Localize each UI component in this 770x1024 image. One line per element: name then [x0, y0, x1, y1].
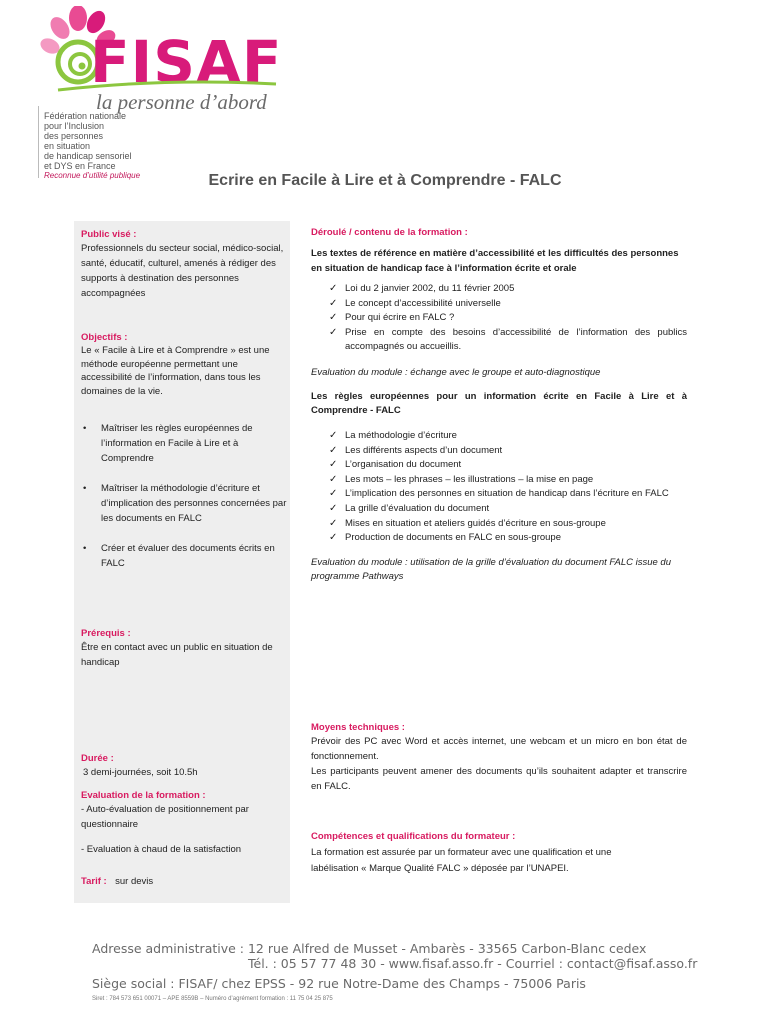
deroule-label: Déroulé / contenu de la formation : [311, 227, 468, 238]
main-moyens [311, 721, 687, 794]
sidebar-duree [81, 752, 286, 780]
check-icon: ✓ [329, 459, 338, 471]
check-icon: ✓ [329, 312, 338, 324]
check-icon: ✓ [329, 502, 338, 514]
list-item: ✓ L’implication des personnes en situation de handicap dans l’écriture en FALC [329, 487, 687, 502]
list-item: ✓ La grille d’évaluation du document [329, 502, 687, 517]
objectifs-text: Le « Facile à Lire et à Comprendre » est une méthode européenne permettant une accessibilité de l’information, dans tous les domaines de la vie. [81, 345, 270, 397]
duree-label: Durée : [81, 753, 114, 764]
sidebar-prerequis [81, 627, 289, 670]
check-icon: ✓ [329, 473, 338, 485]
public-label: Public visé : [81, 229, 137, 240]
footer-contact: Tél. : 05 57 77 48 30 - www.fisaf.asso.fr - Courriel : contact@fisaf.asso.fr [248, 956, 698, 971]
moyens-text: Prévoir des PC avec Word et accès internet, une webcam et un micro en bon état de fonctionnement. [311, 736, 687, 762]
check-icon: ✓ [329, 532, 338, 544]
list-item: ✓ La méthodologie d’écriture [329, 429, 687, 444]
check-icon: ✓ [329, 488, 338, 500]
main-competences [311, 830, 687, 877]
evaluation-item: - Auto-évaluation de positionnement par questionnaire [81, 804, 249, 830]
list-item: ✓ Prise en compte des besoins d’accessibilité de l’information des publics accompagnés ou accueillis. [329, 326, 687, 353]
list-item: ✓ Mises en situation et ateliers guidés d’écriture en sous-groupe [329, 517, 687, 532]
logo [38, 6, 283, 114]
list-item: • Maîtriser les règles européennes de l’information en Facile à Lire et à Comprendre [83, 423, 253, 464]
list-item: ✓ Le concept d’accessibilité universelle [329, 297, 687, 312]
objectifs-list [81, 421, 287, 571]
check-icon: ✓ [329, 283, 338, 294]
org-divider [38, 106, 39, 178]
footer-address: Adresse administrative : 12 rue Alfred de Musset - Ambarès - 33565 Carbon-Blanc cedex [92, 941, 647, 956]
tarif-label: Tarif : [81, 876, 107, 887]
duree-text: 3 demi-journées, soit 10.5h [83, 767, 198, 778]
check-icon: ✓ [329, 429, 338, 441]
org-description: Fédération nationale pour l’Inclusion des personnes en situation de handicap sensoriel et DYS en France Reconnue d’utilité publique [44, 111, 141, 180]
org-recognition: Reconnue d’utilité publique [44, 171, 141, 180]
list-item: ✓ Loi du 2 janvier 2002, du 11 février 2005 [329, 282, 687, 297]
module2-list [311, 429, 687, 546]
prerequis-text: Être en contact avec un public en situation de handicap [81, 642, 273, 668]
sidebar-public [81, 228, 286, 301]
competences-text: La formation est assurée par un formateur avec une qualification et une labélisation « Marque Qualité FALC » déposée par l’UNAPEI. [311, 847, 612, 874]
sidebar-evaluation [81, 789, 286, 857]
list-item: ✓ L’organisation du document [329, 458, 687, 473]
module1-title: Les textes de référence en matière d’accessibilité et les difficultés des personnes en situation de handicap face à l’information écrite et orale [311, 248, 679, 274]
list-item: ✓ Production de documents en FALC en sous-groupe [329, 531, 687, 546]
check-icon: ✓ [329, 517, 338, 529]
sidebar-objectifs [81, 331, 286, 398]
module2-eval: Evaluation du module : utilisation de la grille d’évaluation du document FALC issue du programme Pathways [311, 556, 671, 582]
sidebar-tarif [81, 871, 286, 889]
list-item: ✓ Les différents aspects d’un document [329, 444, 687, 459]
module1-eval: Evaluation du module : échange avec le groupe et auto-diagnostique [311, 366, 601, 378]
moyens-text: Les participants peuvent amener des documents qu’ils souhaitent adapter et transcrire en FALC. [311, 766, 687, 792]
footer-legal: Siret : 784 573 651 00071 – APE 8559B – Numéro d’agrément formation : 11 75 04 25 875 [92, 996, 333, 1002]
public-text: Professionnels du secteur social, médico-social, santé, éducatif, culturel, amenés à rédiger des supports à destination des personnes accompagnées [81, 243, 284, 299]
check-icon: ✓ [329, 297, 338, 309]
logo-tagline: la personne d’abord [96, 90, 267, 114]
moyens-label: Moyens techniques : [311, 722, 405, 733]
list-item: • Maîtriser la méthodologie d’écriture et d’implication des personnes concernées par les documents en FALC [83, 483, 287, 524]
module1-list [311, 282, 687, 355]
check-icon: ✓ [329, 444, 338, 456]
module2-title: Les règles européennes pour un information écrite en Facile à Lire et à Comprendre - FALC [311, 390, 687, 416]
list-item: ✓ Pour qui écrire en FALC ? [329, 311, 687, 326]
tarif-text: sur devis [115, 876, 154, 887]
objectifs-label: Objectifs : [81, 332, 128, 343]
competences-label: Compétences et qualifications du formateur : [311, 831, 516, 842]
list-item: • Créer et évaluer des documents écrits en FALC [83, 543, 275, 569]
footer-headquarters: Siège social : FISAF/ chez EPSS - 92 rue Notre-Dame des Champs - 75006 Paris [92, 976, 586, 991]
main-content [311, 226, 687, 584]
evaluation-item: - Evaluation à chaud de la satisfaction [81, 844, 242, 855]
evaluation-label: Evaluation de la formation : [81, 790, 206, 801]
page-title: Ecrire en Facile à Lire et à Comprendre - FALC [208, 172, 562, 189]
logo-wordmark: FISAF [90, 28, 283, 96]
prerequis-label: Prérequis : [81, 628, 131, 639]
list-item: ✓ Les mots – les phrases – les illustrations – la mise en page [329, 473, 687, 488]
check-icon: ✓ [329, 326, 338, 338]
